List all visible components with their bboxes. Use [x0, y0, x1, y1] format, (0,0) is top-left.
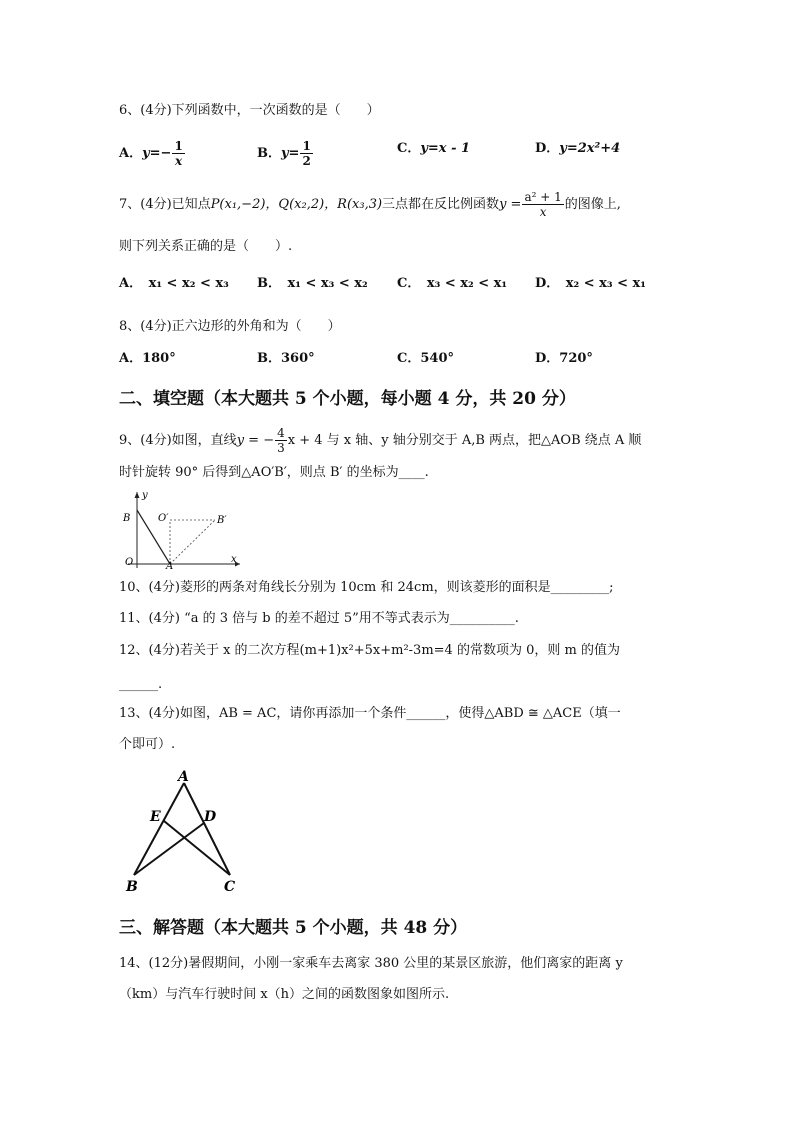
- q7-stem-pre: 7、(4分)已知点: [119, 197, 211, 212]
- q6-option-a: [119, 139, 186, 168]
- q6-a-label: A．: [119, 146, 143, 161]
- q6-d-label: D．: [535, 141, 560, 156]
- q11-text: 11、(4分) “a 的 3 倍与 b 的差不超过 5”用不等式表示为__________.: [119, 611, 519, 626]
- q9-pre: 9、(4分)如图，直线: [119, 433, 237, 448]
- q9-label-y: y: [142, 490, 148, 501]
- q13-line1: 13、(4分)如图，AB = AC，请你再添加一个条件______，使得△ABD ≅ △ACE（填一: [119, 706, 621, 721]
- q13-label-e: E: [150, 809, 161, 825]
- q8-stem: 8、(4分)正六边形的外角和为（ ）: [119, 319, 341, 334]
- q6-a-fraction: [172, 139, 184, 168]
- q6-d-expr: y=2x²+4: [559, 141, 621, 156]
- q9-figure: [118, 488, 243, 570]
- q6-b-denominator: 2: [302, 154, 311, 168]
- q9-eq-fraction: [275, 426, 287, 455]
- q6-a-denominator: x: [175, 154, 183, 168]
- q7-func-numerator: a² + 1: [524, 190, 562, 204]
- q7-stem: [119, 190, 621, 219]
- q9-eq-pre: y = −: [236, 433, 275, 448]
- q9-eq-numerator: 4: [277, 426, 285, 440]
- q8-option-d: D．720°: [535, 351, 593, 366]
- q7-stem-end: 的图像上,: [564, 197, 621, 212]
- q9-eq-post: x + 4 与 x 轴、y 轴分别交于 A,B 两点，把△AOB 绕点 A 顺: [287, 433, 642, 448]
- q7-func-pre: y =: [499, 197, 522, 212]
- q8-option-a: A．180°: [119, 351, 176, 366]
- q8-option-c: C．540°: [397, 351, 454, 366]
- q9-line2: 时针旋转 90° 后得到△AO′B′，则点 B′ 的坐标为____.: [119, 465, 429, 480]
- q9-label-o: O: [125, 557, 134, 568]
- q6-stem: 6、(4分)下列函数中，一次函数的是（ ）: [119, 103, 380, 118]
- q9-label-b-prime: B′: [217, 515, 227, 526]
- q9-label-b: B: [123, 513, 131, 524]
- q10-text: 10、(4分)菱形的两条对角线长分别为 10cm 和 24cm，则该菱形的面积是_________;: [119, 580, 614, 595]
- q7-line2: 则下列关系正确的是（ ）.: [119, 239, 293, 254]
- section-3-heading: 三、解答题（本大题共 5 个小题，共 48 分）: [119, 918, 468, 938]
- q13-segment-ac: [184, 783, 230, 875]
- q6-b-expr: y=: [281, 146, 300, 161]
- q7-option-c: C． x₃ < x₂ < x₁: [397, 276, 508, 291]
- q13-label-c: C: [224, 879, 236, 895]
- q9-label-x: x: [231, 554, 237, 565]
- q14-line1: 14、(12分)暑假期间，小刚一家乘车去离家 380 公里的某景区旅游，他们离家的距离 y: [119, 956, 623, 971]
- q7-func-denominator: x: [539, 205, 547, 219]
- q9-line1: [119, 426, 641, 455]
- q7-option-d: D． x₂ < x₃ < x₁: [535, 276, 646, 291]
- q6-option-d: [535, 139, 620, 159]
- q13-segment-bd: [134, 823, 204, 875]
- q7-stem-mid: 三点都在反比例函数: [382, 197, 500, 212]
- q6-b-label: B．: [257, 146, 281, 161]
- q7-option-b: B． x₁ < x₃ < x₂: [257, 276, 368, 291]
- q6-c-label: C．: [397, 141, 421, 156]
- q9-y-arrow: [135, 492, 140, 498]
- q13-label-d: D: [204, 809, 217, 825]
- q6-c-expr: y=x - 1: [420, 141, 471, 156]
- q6-option-b: [257, 139, 314, 168]
- q14-line2: （km）与汽车行驶时间 x（h）之间的函数图象如图所示.: [119, 987, 450, 1002]
- q13-figure: [120, 765, 250, 895]
- section-2-heading: 二、填空题（本大题共 5 个小题，每小题 4 分，共 20 分）: [119, 389, 576, 409]
- q13-segment-ab: [134, 783, 184, 875]
- q13-line2: 个即可）.: [119, 737, 176, 752]
- q12-line1: 12、(4分)若关于 x 的二次方程(m+1)x²+5x+m²-3m=4 的常数项为 0，则 m 的值为: [119, 643, 620, 658]
- q7-option-a: A． x₁ < x₂ < x₃: [119, 276, 229, 291]
- q9-segment-ab-prime: [170, 520, 215, 564]
- q9-label-o-prime: O′: [158, 513, 169, 524]
- q6-b-fraction: [300, 139, 312, 168]
- q9-label-a: A: [166, 561, 174, 570]
- q7-func-fraction: [522, 190, 563, 219]
- q13-label-a: A: [178, 769, 189, 785]
- q6-b-numerator: 1: [302, 139, 311, 153]
- q13-label-b: B: [126, 879, 138, 895]
- q9-eq-denominator: 3: [277, 441, 285, 455]
- q8-option-b: B．360°: [257, 351, 315, 366]
- q7-points: P(x₁,−2)，Q(x₂,2)，R(x₃,3): [210, 197, 383, 212]
- q6-option-c: [397, 139, 470, 159]
- q12-line2: ______.: [119, 677, 163, 692]
- q6-a-numerator: 1: [174, 139, 183, 153]
- q6-a-expr: y=−: [142, 146, 172, 161]
